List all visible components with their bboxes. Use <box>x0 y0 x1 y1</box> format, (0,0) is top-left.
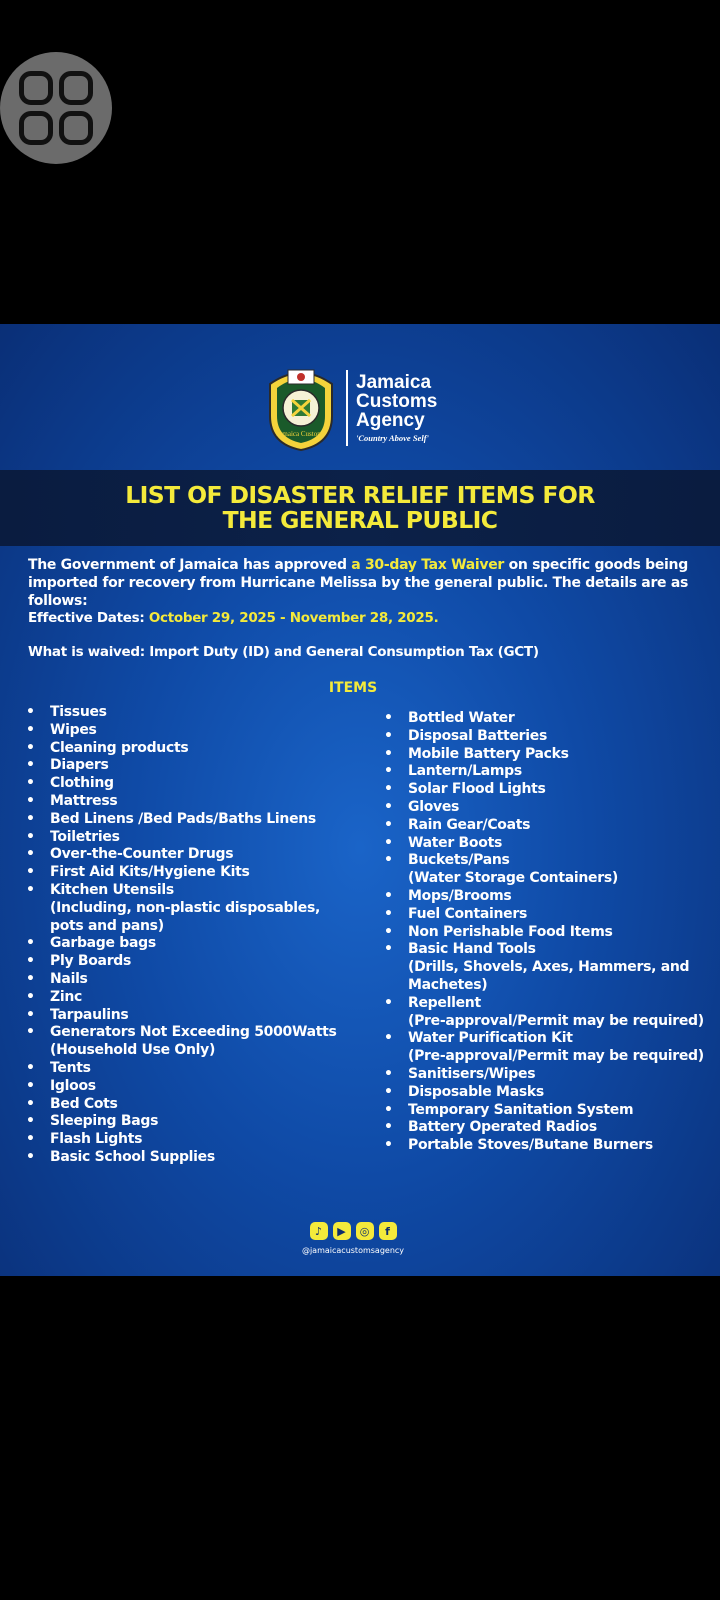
youtube-icon: ▶ <box>333 1222 351 1240</box>
list-item <box>26 935 337 953</box>
item-label: • Toiletries <box>50 828 120 845</box>
list-item <box>384 746 704 764</box>
list-item <box>26 704 337 722</box>
item-label: • Bed Linens /Bed Pads/Baths Linens <box>50 810 316 827</box>
item-label: • Garbage bags <box>50 935 156 952</box>
item-label: • Fuel Containers <box>408 905 527 922</box>
item-note: (Including, non-plastic disposables, <box>50 899 321 916</box>
tiktok-icon: ♪ <box>310 1222 328 1240</box>
list-item <box>384 1102 704 1120</box>
list-item <box>26 722 337 740</box>
list-item <box>384 906 704 924</box>
item-label: • Portable Stoves/Butane Burners <box>408 1137 653 1154</box>
item-label: • Generators Not Exceeding 5000Watts <box>50 1024 337 1041</box>
item-label: • Battery Operated Radios <box>408 1119 597 1136</box>
items-heading: ITEMS <box>328 680 378 696</box>
list-item <box>26 757 337 775</box>
item-label: • Disposal Batteries <box>408 727 547 744</box>
item-label: • Bed Cots <box>50 1095 118 1112</box>
item-label: • Kitchen Utensils <box>50 881 174 898</box>
item-note: (Household Use Only) <box>50 1042 216 1059</box>
item-note: (Pre-approval/Permit may be required) <box>408 1012 704 1029</box>
list-item <box>26 775 337 793</box>
item-label: • Mops/Brooms <box>408 887 512 904</box>
items-list-left <box>26 704 337 1167</box>
image-viewer-grid-button[interactable] <box>0 52 112 164</box>
item-note: pots and pans) <box>50 917 164 934</box>
list-item <box>384 941 704 994</box>
item-label: • Tents <box>50 1059 91 1076</box>
poster-title: LIST OF DISASTER RELIEF ITEMS FOR THE GENERAL PUBLIC <box>0 470 720 546</box>
customs-seal-icon <box>262 364 340 452</box>
list-item <box>384 799 704 817</box>
effective-dates: Effective Dates: October 29, 2025 - November 28, 2025. <box>28 610 439 626</box>
item-label: • Mattress <box>50 792 118 809</box>
item-label: • Nails <box>50 970 88 987</box>
list-item <box>26 971 337 989</box>
item-note: (Water Storage Containers) <box>408 870 618 887</box>
item-label: • Non Perishable Food Items <box>408 923 613 940</box>
item-note: (Pre-approval/Permit may be required) <box>408 1048 704 1065</box>
agency-tagline: 'Country Above Self' <box>356 433 429 443</box>
list-item <box>384 888 704 906</box>
facebook-icon: f <box>379 1222 397 1240</box>
logo-divider <box>346 370 348 446</box>
item-label: • Zinc <box>50 988 83 1005</box>
list-item <box>26 1113 337 1131</box>
list-item <box>384 781 704 799</box>
list-item <box>384 852 704 888</box>
item-label: • Flash Lights <box>50 1131 143 1148</box>
list-item <box>384 710 704 728</box>
item-label: • Lantern/Lamps <box>408 763 522 780</box>
list-item <box>26 882 337 935</box>
items-list-right <box>384 710 704 1155</box>
item-label: • First Aid Kits/Hygiene Kits <box>50 864 250 881</box>
list-item <box>384 1066 704 1084</box>
list-item <box>26 1024 337 1060</box>
list-item <box>26 846 337 864</box>
item-label: • Mobile Battery Packs <box>408 745 569 762</box>
list-item <box>26 989 337 1007</box>
item-note: Machetes) <box>408 976 488 993</box>
list-item <box>26 1096 337 1114</box>
item-label: • Water Boots <box>408 834 502 851</box>
item-label: • Basic School Supplies <box>50 1148 215 1165</box>
list-item <box>26 811 337 829</box>
item-label: • Sleeping Bags <box>50 1113 159 1130</box>
list-item <box>384 995 704 1031</box>
item-label: • Sanitisers/Wipes <box>408 1065 536 1082</box>
item-label: • Over-the-Counter Drugs <box>50 846 234 863</box>
list-item <box>384 728 704 746</box>
item-label: • Water Purification Kit <box>408 1030 573 1047</box>
item-label: • Igloos <box>50 1077 96 1094</box>
list-item <box>26 1078 337 1096</box>
poster-image <box>0 324 720 1276</box>
item-label: • Gloves <box>408 798 460 815</box>
intro-paragraph: The Government of Jamaica has approved a 30-day Tax Waiver on specific goods being imported for recovery from Hurricane Melissa by the general public. The details are as follows: <box>28 557 689 609</box>
list-item <box>384 924 704 942</box>
social-icons <box>0 1222 706 1240</box>
list-item <box>26 740 337 758</box>
item-label: • Buckets/Pans <box>408 852 510 869</box>
item-label: • Temporary Sanitation System <box>408 1101 634 1118</box>
tax-waiver-highlight: a 30-day Tax Waiver <box>351 557 505 573</box>
list-item <box>384 817 704 835</box>
item-label: • Wipes <box>50 721 97 738</box>
list-item <box>384 1137 704 1155</box>
svg-text:Jamaica Customs: Jamaica Customs <box>276 430 326 438</box>
what-is-waived: What is waived: Import Duty (ID) and General Consumption Tax (GCT) <box>28 644 539 660</box>
item-label: • Tarpaulins <box>50 1006 129 1023</box>
item-label: • Basic Hand Tools <box>408 941 536 958</box>
list-item <box>384 835 704 853</box>
item-label: • Disposable Masks <box>408 1083 544 1100</box>
list-item <box>384 1084 704 1102</box>
item-label: • Diapers <box>50 757 109 774</box>
item-label: • Tissues <box>50 704 107 720</box>
item-label: • Clothing <box>50 775 114 792</box>
item-label: • Bottled Water <box>408 710 515 726</box>
list-item <box>26 793 337 811</box>
instagram-icon: ◎ <box>356 1222 374 1240</box>
item-label: • Cleaning products <box>50 739 189 756</box>
list-item <box>26 1131 337 1149</box>
list-item <box>26 829 337 847</box>
list-item <box>26 1060 337 1078</box>
agency-name: Jamaica Customs Agency 'Country Above Self' <box>356 372 438 443</box>
list-item <box>26 1007 337 1025</box>
list-item <box>384 763 704 781</box>
grid-icon <box>19 71 53 105</box>
agency-logo <box>262 364 437 452</box>
list-item <box>384 1119 704 1137</box>
list-item <box>26 953 337 971</box>
item-label: • Solar Flood Lights <box>408 781 546 798</box>
list-item <box>384 1030 704 1066</box>
list-item <box>26 864 337 882</box>
item-note: (Drills, Shovels, Axes, Hammers, and <box>408 959 690 976</box>
item-label: • Rain Gear/Coats <box>408 816 531 833</box>
item-label: • Repellent <box>408 994 481 1011</box>
social-handle: @jamaicacustomsagency <box>301 1246 405 1255</box>
item-label: • Ply Boards <box>50 953 132 970</box>
list-item <box>26 1149 337 1167</box>
